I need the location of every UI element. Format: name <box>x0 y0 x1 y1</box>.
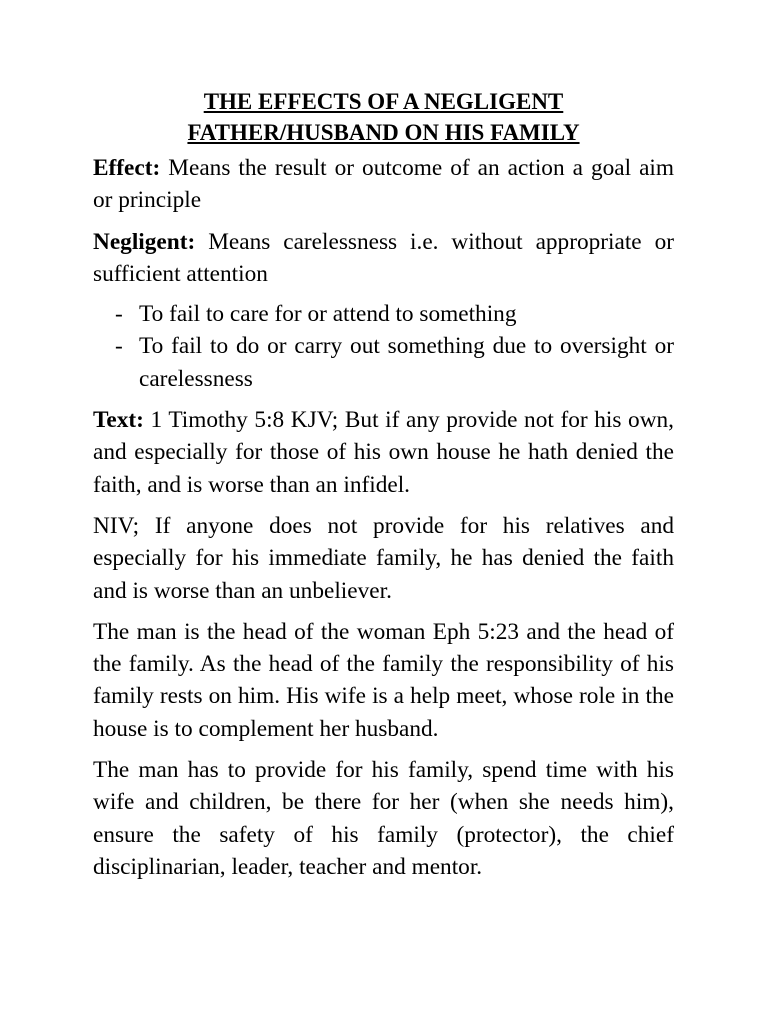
list-bullet: - <box>115 301 123 328</box>
negligent-definition-text: Means carelessness i.e. without appropriate or sufficient attention <box>93 228 674 287</box>
list-item-text: To fail to care for or attend to something <box>139 301 517 328</box>
effect-term: Effect: <box>93 155 161 181</box>
negligent-term: Negligent: <box>93 228 196 255</box>
title-line-2: FATHER/HUSBAND ON HIS FAMILY <box>187 120 580 145</box>
effect-definition <box>93 152 674 217</box>
list-item <box>115 330 674 395</box>
list-bullet: - <box>115 333 123 360</box>
kjv-verse: 1 Timothy 5:8 KJV; But if any provide not for his own, and especially for those of his own house he hath denied the faith, and is worse than an infidel. <box>93 407 674 498</box>
niv-verse: NIV; If anyone does not provide for his relatives and especially for his immediate family, he has denied the faith and is worse than an unbeliever. <box>93 512 674 604</box>
title-line-1: THE EFFECTS OF A NEGLIGENT <box>203 89 564 114</box>
negligent-definition <box>93 226 674 291</box>
negligent-list <box>93 298 674 395</box>
paragraph-head-of-family: The man is the head of the woman Eph 5:23 and the head of the family. As the head of the family the responsibility of his family rests on him. His wife is a help meet, whose role in the house is to complement her husband. <box>93 618 674 742</box>
document-title <box>93 86 674 148</box>
document-page <box>93 86 674 892</box>
list-item-text: To fail to do or carry out something due to oversight or carelessness <box>139 333 674 392</box>
list-item <box>115 298 674 330</box>
paragraph-provide: The man has to provide for his family, spend time with his wife and children, be there for her (when she needs him), ensure the safety of his family (protector), the chief disciplinarian, leader, teacher and mentor. <box>93 757 674 880</box>
text-scripture <box>93 404 674 501</box>
text-term: Text: <box>93 407 144 434</box>
effect-definition-text: Means the result or outcome of an action a goal aim or principle <box>93 155 674 214</box>
